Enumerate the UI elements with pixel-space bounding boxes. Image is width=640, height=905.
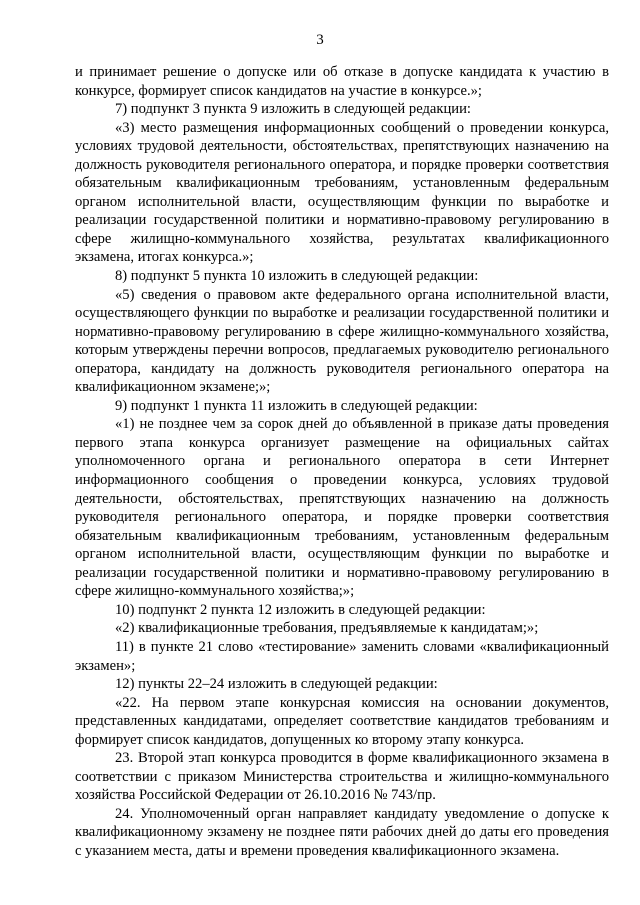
paragraph-amendment-11: 11) в пункте 21 слово «тестирование» заменить словами «квалификационный экзамен»;	[75, 638, 609, 674]
paragraph-amendment-8: 8) подпункт 5 пункта 10 изложить в следующей редакции:	[115, 268, 479, 285]
paragraph-clause-24: 24. Уполномоченный орган направляет кандидату уведомление о допуске к квалификационному экзамену не позднее пяти рабочих дней до даты его проведения с указанием места, даты и времени проведения квалификационного экзамена.	[75, 805, 609, 859]
paragraph-amendment-9-text: «1) не позднее чем за сорок дней до объявленной в приказе даты проведения первого этапа конкурса организует размещение на официальных сайтах уполномоченного органа и регионального оператора в сети Интернет информационного сообщения о проведении конкурса, условиях трудовой деятельности, обстоятельствах, препятствующих назначению на должность руководителя регионального оператора, и порядке проверки соответствия обязательным квалификационным требованиям, установленным федеральным органом исполнительной власти, осуществляющим функции по выработке и реализации государственной политики и нормативно-правовому регулированию в сфере жилищно-коммунального хозяйства;»;	[75, 416, 609, 600]
paragraph-amendment-10: 10) подпункт 2 пункта 12 изложить в следующей редакции:	[115, 601, 486, 618]
page-number: 3	[316, 32, 324, 48]
paragraph-amendment-12: 12) пункты 22–24 изложить в следующей редакции:	[115, 676, 438, 693]
paragraph-clause-22: «22. На первом этапе конкурсная комиссия на основании документов, представленных кандидатами, определяет соответствие кандидатов требованиям и формирует список кандидатов, допущенных ко второму этапу конкурса.	[75, 694, 609, 748]
document-body	[75, 63, 609, 861]
paragraph-amendment-8-text: «5) сведения о правовом акте федерального органа исполнительной власти, осуществляющего функции по выработке и реализации государственной политики и нормативно-правовому регулированию в сфере жилищно-коммунального хозяйства, которым утверждены перечни вопросов, предлагаемых руководителю регионального оператора, кандидату на должность руководителя регионального оператора на квалификационном экзамене;»;	[75, 286, 609, 396]
paragraph-amendment-9: 9) подпункт 1 пункта 11 изложить в следующей редакции:	[115, 397, 478, 414]
paragraph-continuation: и принимает решение о допуске или об отказе в допуске кандидата к участию в конкурсе, формирует список кандидатов на участие в конкурсе.»;	[75, 64, 609, 99]
paragraph-amendment-7-text: «3) место размещения информационных сообщений о проведении конкурса, условиях трудовой деятельности, обстоятельствах, препятствующих назначению на должность руководителя регионального оператора, и порядке проверки соответствия обязательным квалификационным требованиям, установленным федеральным органом исполнительной власти, осуществляющим функции по выработке и реализации государственной политики и нормативно-правовому регулированию в сфере жилищно-коммунального хозяйства, результатах квалификационного экзамена, итогах конкурса.»;	[75, 119, 609, 266]
paragraph-clause-23: 23. Второй этап конкурса проводится в форме квалификационного экзамена в соответствии с приказом Министерства строительства и жилищно-коммунального хозяйства Российской Федерации от 26.10.2016 № 743/пр.	[75, 750, 609, 804]
paragraph-amendment-7: 7) подпункт 3 пункта 9 изложить в следующей редакции:	[115, 101, 471, 118]
paragraph-amendment-10-text: «2) квалификационные требования, предъявляемые к кандидатам;»;	[115, 620, 539, 637]
